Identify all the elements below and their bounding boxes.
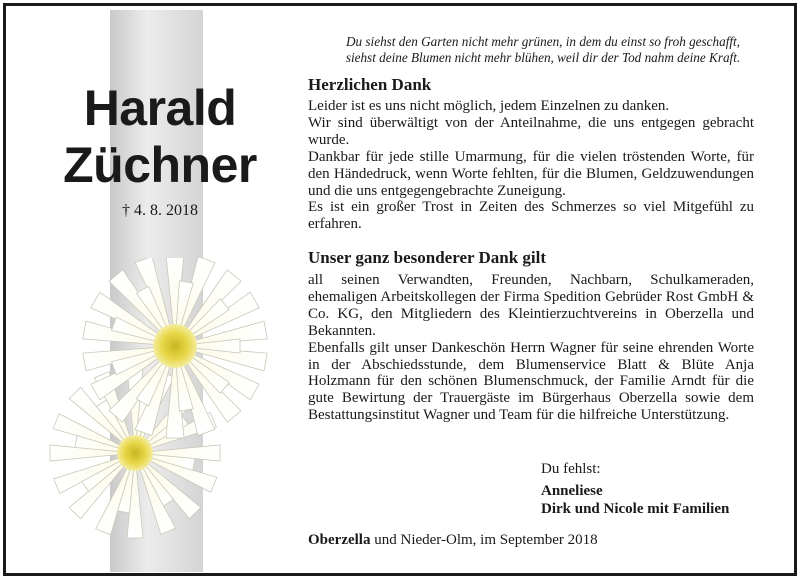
place-name: Oberzella: [308, 532, 371, 548]
paragraph-line: Wir sind überwältigt von der Anteilnahme, die uns entgegen gebracht wurde.: [308, 114, 754, 148]
closing-intro: Du fehlst:: [541, 461, 601, 477]
paragraph-line: Leider ist es uns nicht möglich, jedem Einzelnen zu danken.: [308, 98, 670, 114]
special-thanks-paragraph: [308, 272, 754, 424]
heading-besonderer-dank: Unser ganz besonderer Dank gilt: [308, 248, 547, 267]
paragraph-line: all seinen Verwandten, Freunden, Nachbarn, Schulkameraden, ehemaligen Arbeitskollegen der Firma Spedition Gebrüder Rost GmbH & Co. KG, den Mitgliedern des Kleintierzuchtvereins in Oberzella und Bekannten.: [308, 272, 754, 339]
place-date-rest: und Nieder-Olm, im September 2018: [370, 532, 598, 548]
quote-line: Du siehst den Garten nicht mehr grünen, in dem du einst so froh geschafft,: [346, 34, 740, 49]
dahlia-flowers-image: [40, 258, 270, 558]
mourner-name: Anneliese: [541, 483, 603, 499]
poem-quote: [308, 34, 778, 66]
paragraph-line: Es ist ein großer Trost in Zeiten des Schmerzes so viel Mitgefühl zu erfahren.: [308, 199, 754, 233]
mourner-name: Dirk und Nicole mit Familien: [541, 501, 730, 517]
thanks-paragraph: [308, 98, 754, 233]
deceased-first-name: Harald: [83, 80, 237, 136]
heading-herzlichen-dank: Herzlichen Dank: [308, 75, 432, 94]
death-date: † 4. 8. 2018: [122, 202, 198, 219]
paragraph-line: Ebenfalls gilt unser Dankeschön Herrn Wagner für seine ehrenden Worte in der Abschiedsstunde, dem Blumenservice Blatt & Blüte Anja Holzmann für den schönen Blumenschmuck, der Familie Arndt für die gute Bewirtung der Trauergäste im Bürgerhaus Oberzella sowie dem Bestattungsinstitut Wagner und Team für die hilfreiche Unterstützung.: [308, 339, 754, 424]
deceased-last-name: Züchner: [63, 137, 257, 193]
paragraph-line: Dankbar für jede stille Umarmung, für die vielen tröstenden Worte, für den Händedruck, wenn Worte fehlten, für die Blumen, Geldzuwendungen und die uns entgegengebrachte Zuneigung.: [308, 148, 754, 199]
place-and-date: [308, 532, 598, 549]
mourner-names: [541, 482, 729, 518]
quote-line: siehst deine Blumen nicht mehr blühen, weil dir der Tod nahm deine Kraft.: [345, 50, 741, 65]
